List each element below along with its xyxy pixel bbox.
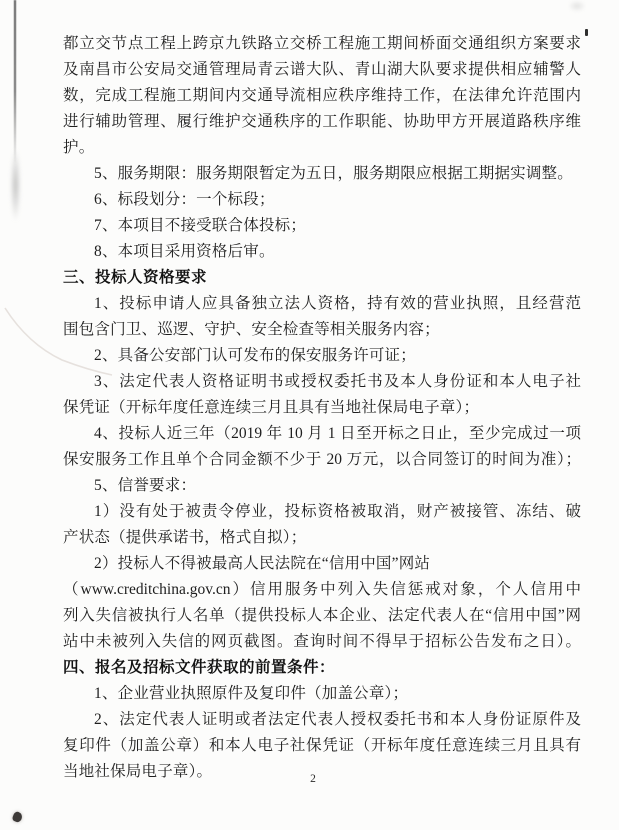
section-heading: 三、投标人资格要求 xyxy=(63,269,208,286)
text-line: 4、投标人近三年（2019 年 10 月 1 日至开标之日止，至少完成过一项 xyxy=(94,425,581,442)
text-line: 5、信誉要求： xyxy=(94,477,197,494)
text-line: 站中未被列入失信的网页截图。查询时间不得早于招标公告发布之日）。 xyxy=(63,633,581,650)
text-line: 保安服务工作且单个合同金额不少于 20 万元，以合同签订的时间为准）； xyxy=(63,451,581,468)
text-line: 1、投标申请人应具备独立法人资格，持有效的营业执照，且经营范 xyxy=(94,295,581,312)
document-text xyxy=(63,31,581,785)
text-line: 列入失信被执行人名单（提供投标人本企业、法定代表人在“信用中国”网 xyxy=(63,607,581,624)
text-line: 1、企业营业执照原件及复印件（加盖公章）； xyxy=(94,685,409,702)
text-line: 及南昌市公安局交通管理局青云谱大队、青山湖大队要求提供相应辅警人 xyxy=(63,61,581,78)
text-line: 3、法定代表人资格证明书或授权委托书及本人身份证和本人电子社 xyxy=(94,373,581,390)
scan-smudge xyxy=(11,150,20,220)
text-line: 保凭证（开标年度任意连续三月且具有当地社保局电子章）； xyxy=(63,399,480,416)
scan-speck-top-right xyxy=(585,29,588,36)
text-line: 7、本项目不接受联合体投标； xyxy=(94,217,307,234)
text-line: 8、本项目采用资格后审。 xyxy=(94,243,275,260)
text-line: 护。 xyxy=(63,139,95,156)
text-line: 2、法定代表人证明或者法定代表人授权委托书和本人身份证原件及 xyxy=(94,711,581,728)
scan-edge-line xyxy=(14,0,16,165)
text-line: 数，完成工程施工期间内交通导流相应秩序维持工作，在法律允许范围内 xyxy=(63,87,581,104)
page-number: 2 xyxy=(310,773,316,785)
text-line: 围包含门卫、巡逻、守护、安全检查等相关服务内容； xyxy=(63,321,440,338)
text-line: 2）投标人不得被最高人民法院在“信用中国”网站 xyxy=(94,555,431,572)
text-line: 当地社保局电子章）。 xyxy=(63,763,213,780)
section-heading: 四、报名及招标文件获取的前置条件： xyxy=(63,659,336,676)
text-line: 进行辅助管理、履行维护交通秩序的工作职能、协助甲方开展道路秩序维 xyxy=(63,113,581,130)
text-line: 2、具备公安部门认可发布的保安服务许可证； xyxy=(94,347,416,364)
text-line: 产状态（提供承诺书，格式自拟）； xyxy=(63,529,307,546)
text-line: 都立交节点工程上跨京九铁路立交桥工程施工期间桥面交通组织方案要求 xyxy=(63,35,581,52)
scan-blur-top-right xyxy=(568,0,586,12)
text-line: 复印件（加盖公章）和本人电子社保凭证（开标年度任意连续三月且具有 xyxy=(63,737,581,754)
text-line: 1）没有处于被责令停业，投标资格被取消，财产被接管、冻结、破 xyxy=(94,503,581,520)
text-line: 5、服务期限：服务期限暂定为五日，服务期限应根据工期据实调整。 xyxy=(94,165,573,182)
text-line: （www.creditchina.gov.cn）信用服务中列入失信惩戒对象，个人信用中 xyxy=(63,581,581,598)
scan-speck-bottom-left xyxy=(11,811,23,824)
text-line: 6、标段划分：一个标段； xyxy=(94,191,275,208)
